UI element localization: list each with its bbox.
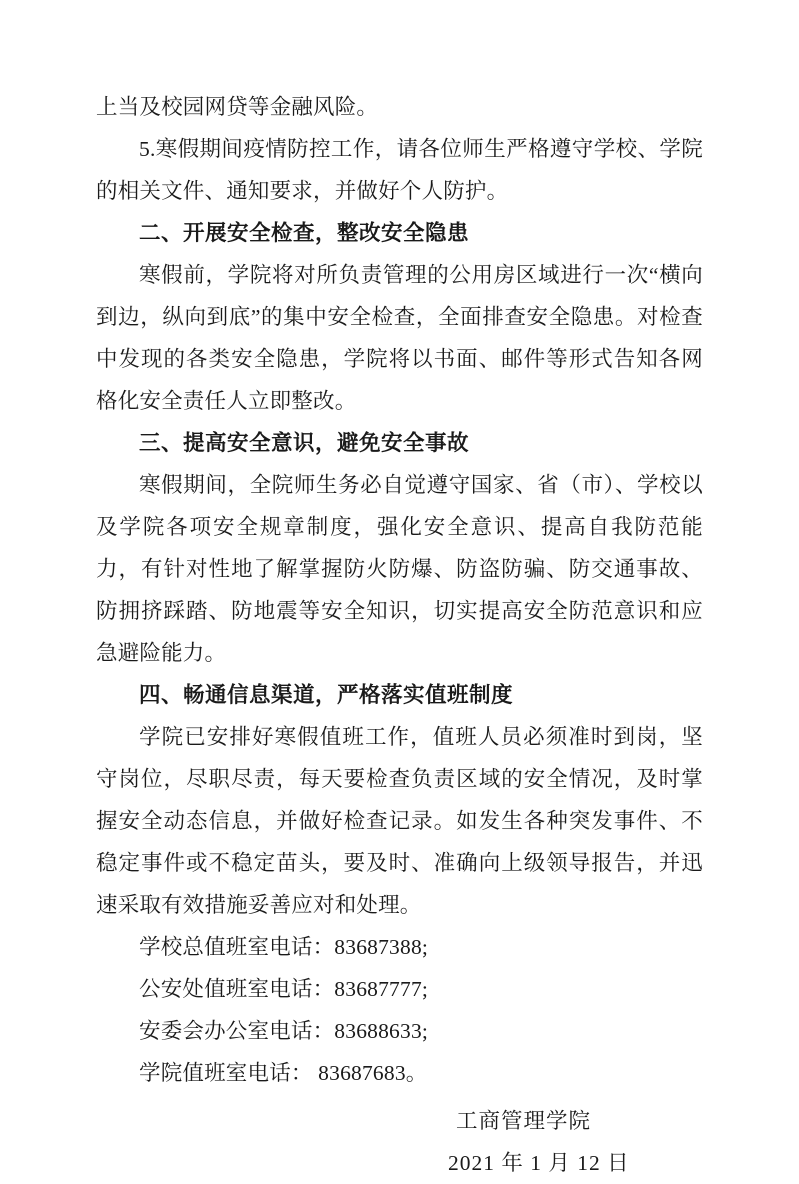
contact-school-duty-room: 学校总值班室电话：83687388; bbox=[139, 935, 429, 959]
paragraph-section-two-body: 寒假前，学院将对所负责管理的公用房区域进行一次“横向到边，纵向到底”的集中安全检查，全面排查安全隐患。对检查中发现的各类安全隐患，学院将以书面、邮件等形式告知各网格化安全责任人立即整改。 bbox=[96, 263, 703, 413]
signature-date: 2021 年 1 月 12 日 bbox=[448, 1151, 630, 1175]
contact-safety-committee-office: 安委会办公室电话：83688633; bbox=[139, 1019, 429, 1043]
heading-section-four: 四、畅通信息渠道，严格落实值班制度 bbox=[139, 683, 514, 707]
contact-police-office: 公安处值班室电话：83687777; bbox=[139, 977, 429, 1001]
paragraph-item-5: 5.寒假期间疫情防控工作，请各位师生严格遵守学校、学院的相关文件、通知要求，并做好个人防护。 bbox=[96, 137, 703, 203]
paragraph-section-four-body: 学院已安排好寒假值班工作，值班人员必须准时到岗，坚守岗位，尽职尽责，每天要检查负责区域的安全情况，及时掌握安全动态信息，并做好检查记录。如发生各种突发事件、不稳定事件或不稳定苗头，要及时、准确向上级领导报告，并迅速采取有效措施妥善应对和处理。 bbox=[96, 725, 703, 917]
contact-college-duty-room: 学院值班室电话： 83687683。 bbox=[139, 1061, 428, 1085]
heading-section-two: 二、开展安全检查，整改安全隐患 bbox=[139, 221, 470, 245]
signature-organization: 工商管理学院 bbox=[456, 1109, 592, 1133]
paragraph-continuation: 上当及校园网贷等金融风险。 bbox=[96, 95, 379, 119]
signature-block bbox=[96, 1100, 703, 1184]
document-body bbox=[96, 86, 703, 1184]
heading-section-three: 三、提高安全意识，避免安全事故 bbox=[139, 431, 470, 455]
paragraph-section-three-body: 寒假期间，全院师生务必自觉遵守国家、省（市）、学校以及学院各项安全规章制度，强化安全意识、提高自我防范能力，有针对性地了解掌握防火防爆、防盗防骗、防交通事故、防拥挤踩踏、防地震等安全知识，切实提高安全防范意识和应急避险能力。 bbox=[96, 473, 703, 665]
